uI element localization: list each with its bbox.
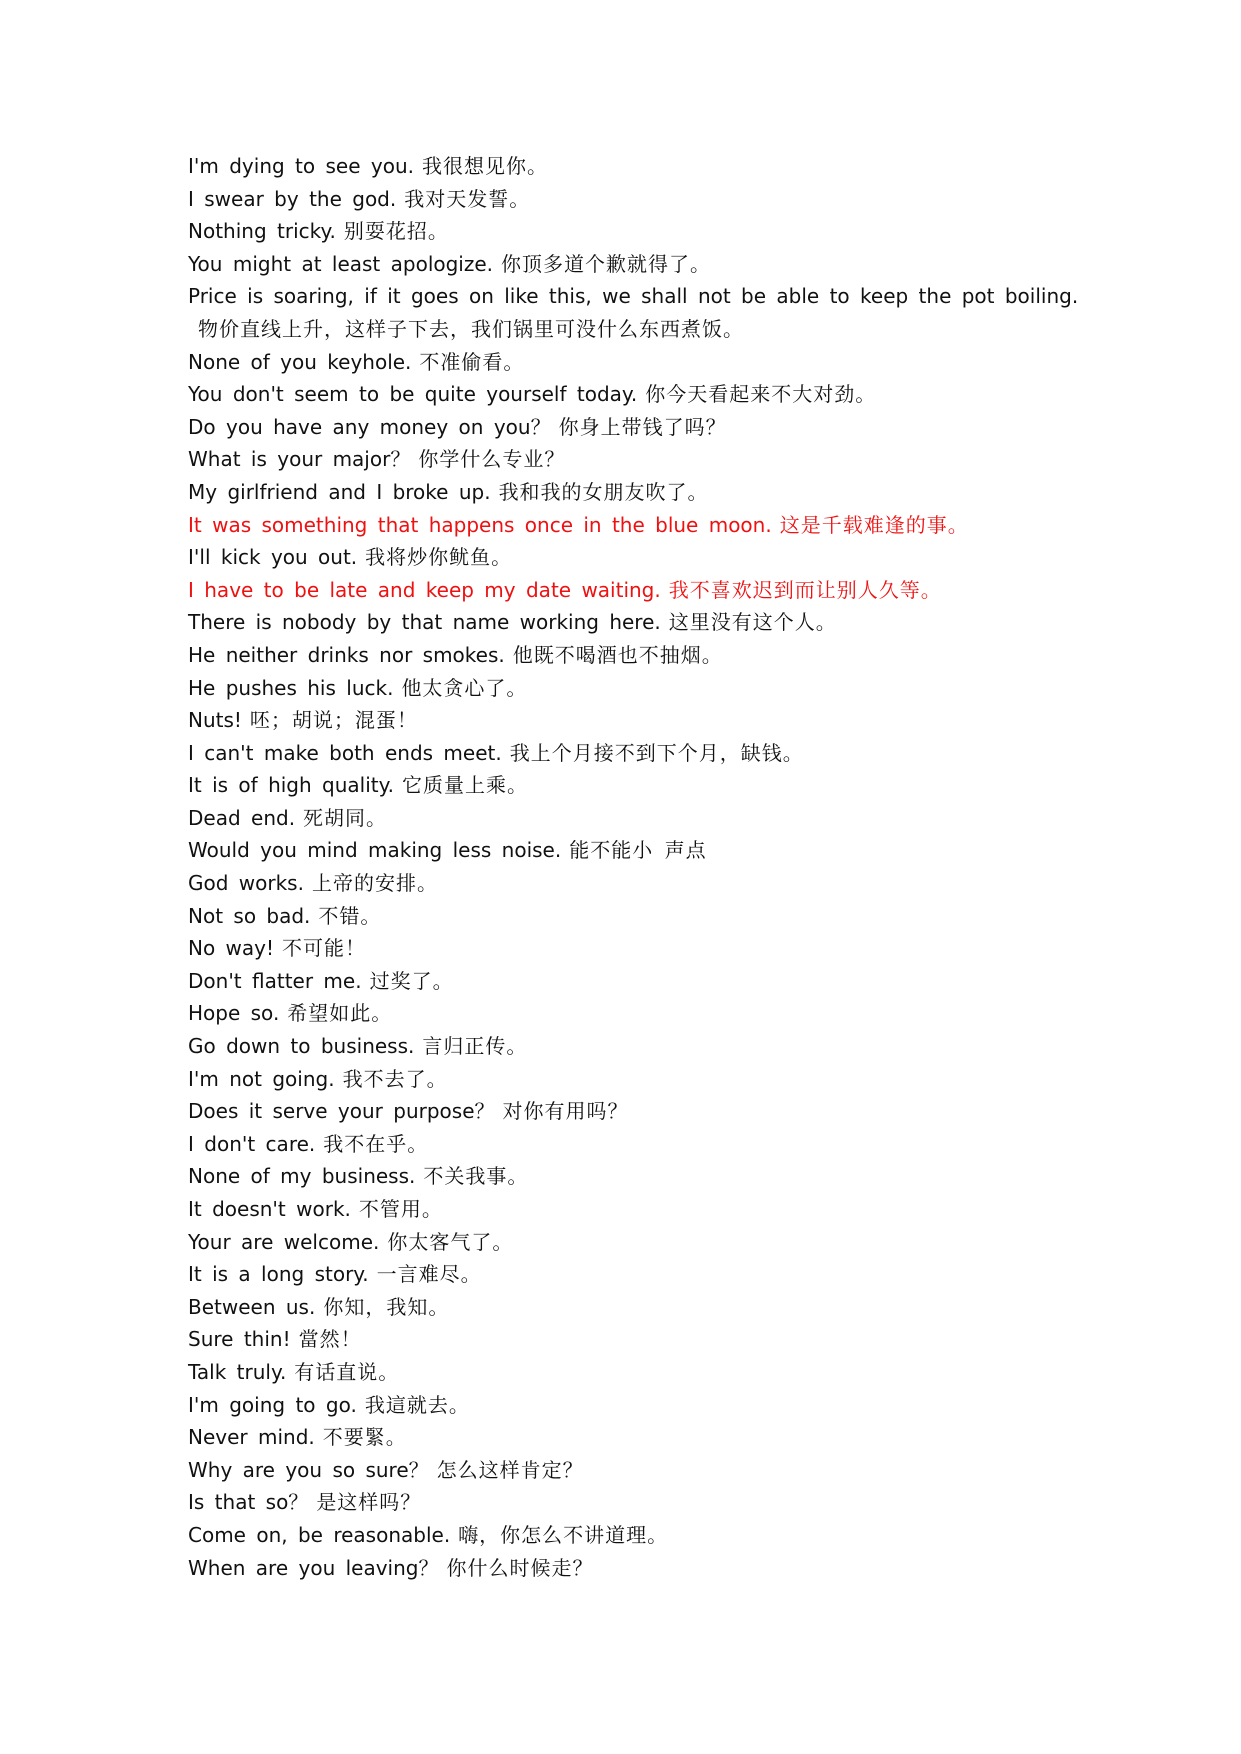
chinese-translation: 希望如此。 — [287, 1001, 393, 1026]
english-phrase: Don't flatter me. — [188, 968, 362, 993]
chinese-translation: 这是千载难逢的事。 — [779, 512, 969, 537]
chinese-translation: 我和我的女朋友吹了。 — [498, 479, 709, 504]
phrase-line — [188, 737, 1088, 770]
chinese-translation: 當然！ — [298, 1327, 362, 1352]
chinese-translation: 有话直说。 — [294, 1359, 400, 1384]
chinese-translation: 你今天看起来不大对劲。 — [645, 382, 877, 407]
chinese-translation: 是这样吗？ — [316, 1490, 422, 1515]
english-phrase: None of my business. — [188, 1164, 416, 1189]
phrase-line — [188, 1552, 1088, 1585]
chinese-translation: 物价直线上升，这样子下去，我们锅里可没什么东西煮饭。 — [198, 316, 744, 341]
chinese-translation: 我对天发誓。 — [404, 186, 531, 211]
phrase-line — [188, 639, 1088, 672]
phrase-line — [188, 704, 1088, 737]
phrase-line — [188, 802, 1088, 835]
english-phrase: Nothing tricky. — [188, 219, 336, 244]
phrase-line — [188, 965, 1088, 998]
chinese-translation: 你什么时候走？ — [446, 1555, 594, 1580]
phrase-line — [188, 1454, 1088, 1487]
english-phrase: Does it serve your purpose？ — [188, 1099, 495, 1124]
phrase-line — [188, 476, 1088, 509]
chinese-translation: 不要緊。 — [322, 1425, 407, 1450]
english-phrase: Not so bad. — [188, 903, 311, 928]
phrase-line — [188, 150, 1088, 183]
english-phrase: Go down to business. — [188, 1034, 415, 1059]
chinese-translation: 我很想见你。 — [421, 154, 548, 178]
chinese-translation: 不错。 — [318, 903, 382, 928]
phrase-line — [188, 900, 1088, 933]
phrase-line — [188, 997, 1088, 1030]
english-phrase: He neither drinks nor smokes. — [188, 642, 505, 667]
phrase-line — [188, 1291, 1088, 1324]
chinese-translation: 他既不喝酒也不抽烟。 — [512, 642, 723, 667]
chinese-translation: 不可能！ — [282, 936, 367, 961]
phrase-line — [188, 574, 1088, 607]
chinese-translation: 不关我事。 — [423, 1164, 529, 1189]
chinese-translation: 这里没有这个人。 — [668, 610, 837, 635]
chinese-translation: 上帝的安排。 — [311, 871, 438, 896]
phrase-line — [188, 1421, 1088, 1454]
phrase-line — [188, 867, 1088, 900]
chinese-translation: 我不喜欢迟到而让别人久等。 — [668, 577, 942, 602]
phrase-line — [188, 280, 1088, 313]
english-phrase: There is nobody by that name working here. — [188, 610, 661, 635]
english-phrase: I'm dying to see you. — [188, 154, 414, 178]
phrase-line — [188, 1160, 1088, 1193]
phrase-line — [188, 248, 1088, 281]
chinese-translation: 它质量上乘。 — [401, 773, 528, 798]
english-phrase: My girlfriend and I broke up. — [188, 479, 491, 504]
english-phrase: Price is soaring, if it goes on like this, we shall not be able to keep the pot boiling. — [188, 284, 1079, 309]
phrase-line — [188, 346, 1088, 379]
chinese-translation: 你顶多道个歉就得了。 — [501, 251, 712, 276]
english-phrase: Talk truly. — [188, 1359, 287, 1384]
phrase-line — [188, 183, 1088, 216]
english-phrase: I can't make both ends meet. — [188, 740, 502, 765]
chinese-translation: 你太客气了。 — [387, 1229, 514, 1254]
english-phrase: When are you leaving？ — [188, 1555, 439, 1580]
english-phrase: I swear by the god. — [188, 186, 397, 211]
chinese-translation: 我将炒你鱿鱼。 — [365, 545, 513, 570]
english-phrase: I have to be late and keep my date waiting. — [188, 577, 661, 602]
english-phrase: I'll kick you out. — [188, 545, 358, 570]
chinese-translation: 嗨，你怎么不讲道理。 — [458, 1522, 669, 1547]
phrase-line — [188, 1193, 1088, 1226]
phrase-line — [188, 672, 1088, 705]
english-phrase: It doesn't work. — [188, 1197, 351, 1221]
phrase-line — [188, 1030, 1088, 1063]
chinese-translation: 我上个月接不到下个月，缺钱。 — [509, 740, 804, 765]
english-phrase: Do you have any money on you？ — [188, 414, 551, 439]
english-phrase: Nuts! — [188, 708, 242, 733]
english-phrase: I don't care. — [188, 1131, 316, 1156]
english-phrase: Why are you so sure？ — [188, 1457, 429, 1482]
english-phrase: God works. — [188, 871, 304, 896]
english-phrase: Sure thin! — [188, 1327, 291, 1352]
english-phrase: None of you keyhole. — [188, 349, 412, 374]
chinese-translation: 你知，我知。 — [323, 1294, 450, 1319]
phrase-line — [188, 378, 1088, 411]
phrase-line — [188, 1356, 1088, 1389]
english-phrase: Is that so？ — [188, 1490, 309, 1515]
phrase-line — [188, 1519, 1088, 1552]
english-phrase: Hope so. — [188, 1001, 280, 1026]
english-phrase: Your are welcome. — [188, 1229, 380, 1254]
chinese-translation: 我這就去。 — [364, 1392, 470, 1417]
chinese-translation: 过奖了。 — [369, 968, 454, 993]
phrase-line — [188, 834, 1088, 867]
chinese-translation: 我不在乎。 — [323, 1131, 429, 1156]
phrase-line — [188, 509, 1088, 542]
phrase-line — [188, 1389, 1088, 1422]
phrase-line — [188, 1486, 1088, 1519]
chinese-translation: 对你有用吗？ — [502, 1099, 629, 1124]
chinese-translation: 我不去了。 — [342, 1066, 448, 1091]
english-phrase: Dead end. — [188, 805, 296, 830]
phrase-list — [188, 150, 1088, 1584]
phrase-line — [188, 1063, 1088, 1096]
chinese-translation: 呸；胡说；混蛋！ — [249, 708, 418, 733]
english-phrase: You don't seem to be quite yourself today. — [188, 382, 638, 407]
english-phrase: What is your major？ — [188, 447, 411, 472]
english-phrase: It was something that happens once in the blue moon. — [188, 512, 772, 537]
english-phrase: It is a long story. — [188, 1262, 369, 1287]
english-phrase: Never mind. — [188, 1425, 315, 1450]
phrase-line — [188, 541, 1088, 574]
phrase-line — [188, 1226, 1088, 1259]
chinese-translation: 能不能小 声点 — [569, 838, 707, 863]
chinese-translation: 怎么这样肯定？ — [436, 1457, 584, 1482]
english-phrase: Come on, be reasonable. — [188, 1522, 451, 1547]
phrase-line — [188, 606, 1088, 639]
english-phrase: You might at least apologize. — [188, 251, 494, 276]
phrase-line — [188, 1258, 1088, 1291]
chinese-translation: 一言难尽。 — [376, 1262, 482, 1287]
phrase-line — [188, 411, 1088, 444]
chinese-translation: 他太贪心了。 — [401, 675, 528, 700]
chinese-translation: 不管用。 — [358, 1197, 443, 1221]
chinese-translation: 言归正传。 — [422, 1034, 528, 1059]
phrase-line — [188, 215, 1088, 248]
phrase-line — [188, 1323, 1088, 1356]
chinese-translation: 你身上带钱了吗？ — [558, 414, 727, 439]
phrase-line — [188, 932, 1088, 965]
chinese-translation: 死胡同。 — [303, 805, 388, 830]
chinese-translation: 别耍花招。 — [343, 219, 449, 244]
chinese-translation: 你学什么专业？ — [418, 447, 566, 472]
english-phrase: I'm not going. — [188, 1066, 335, 1091]
phrase-line — [188, 313, 1088, 346]
english-phrase: He pushes his luck. — [188, 675, 394, 700]
phrase-line — [188, 1128, 1088, 1161]
phrase-line — [188, 443, 1088, 476]
english-phrase: No way! — [188, 936, 275, 961]
english-phrase: Would you mind making less noise. — [188, 838, 562, 863]
phrase-line — [188, 1095, 1088, 1128]
english-phrase: I'm going to go. — [188, 1392, 357, 1417]
english-phrase: It is of high quality. — [188, 773, 394, 798]
chinese-translation: 不准偷看。 — [419, 349, 525, 374]
phrase-line — [188, 769, 1088, 802]
english-phrase: Between us. — [188, 1294, 316, 1319]
